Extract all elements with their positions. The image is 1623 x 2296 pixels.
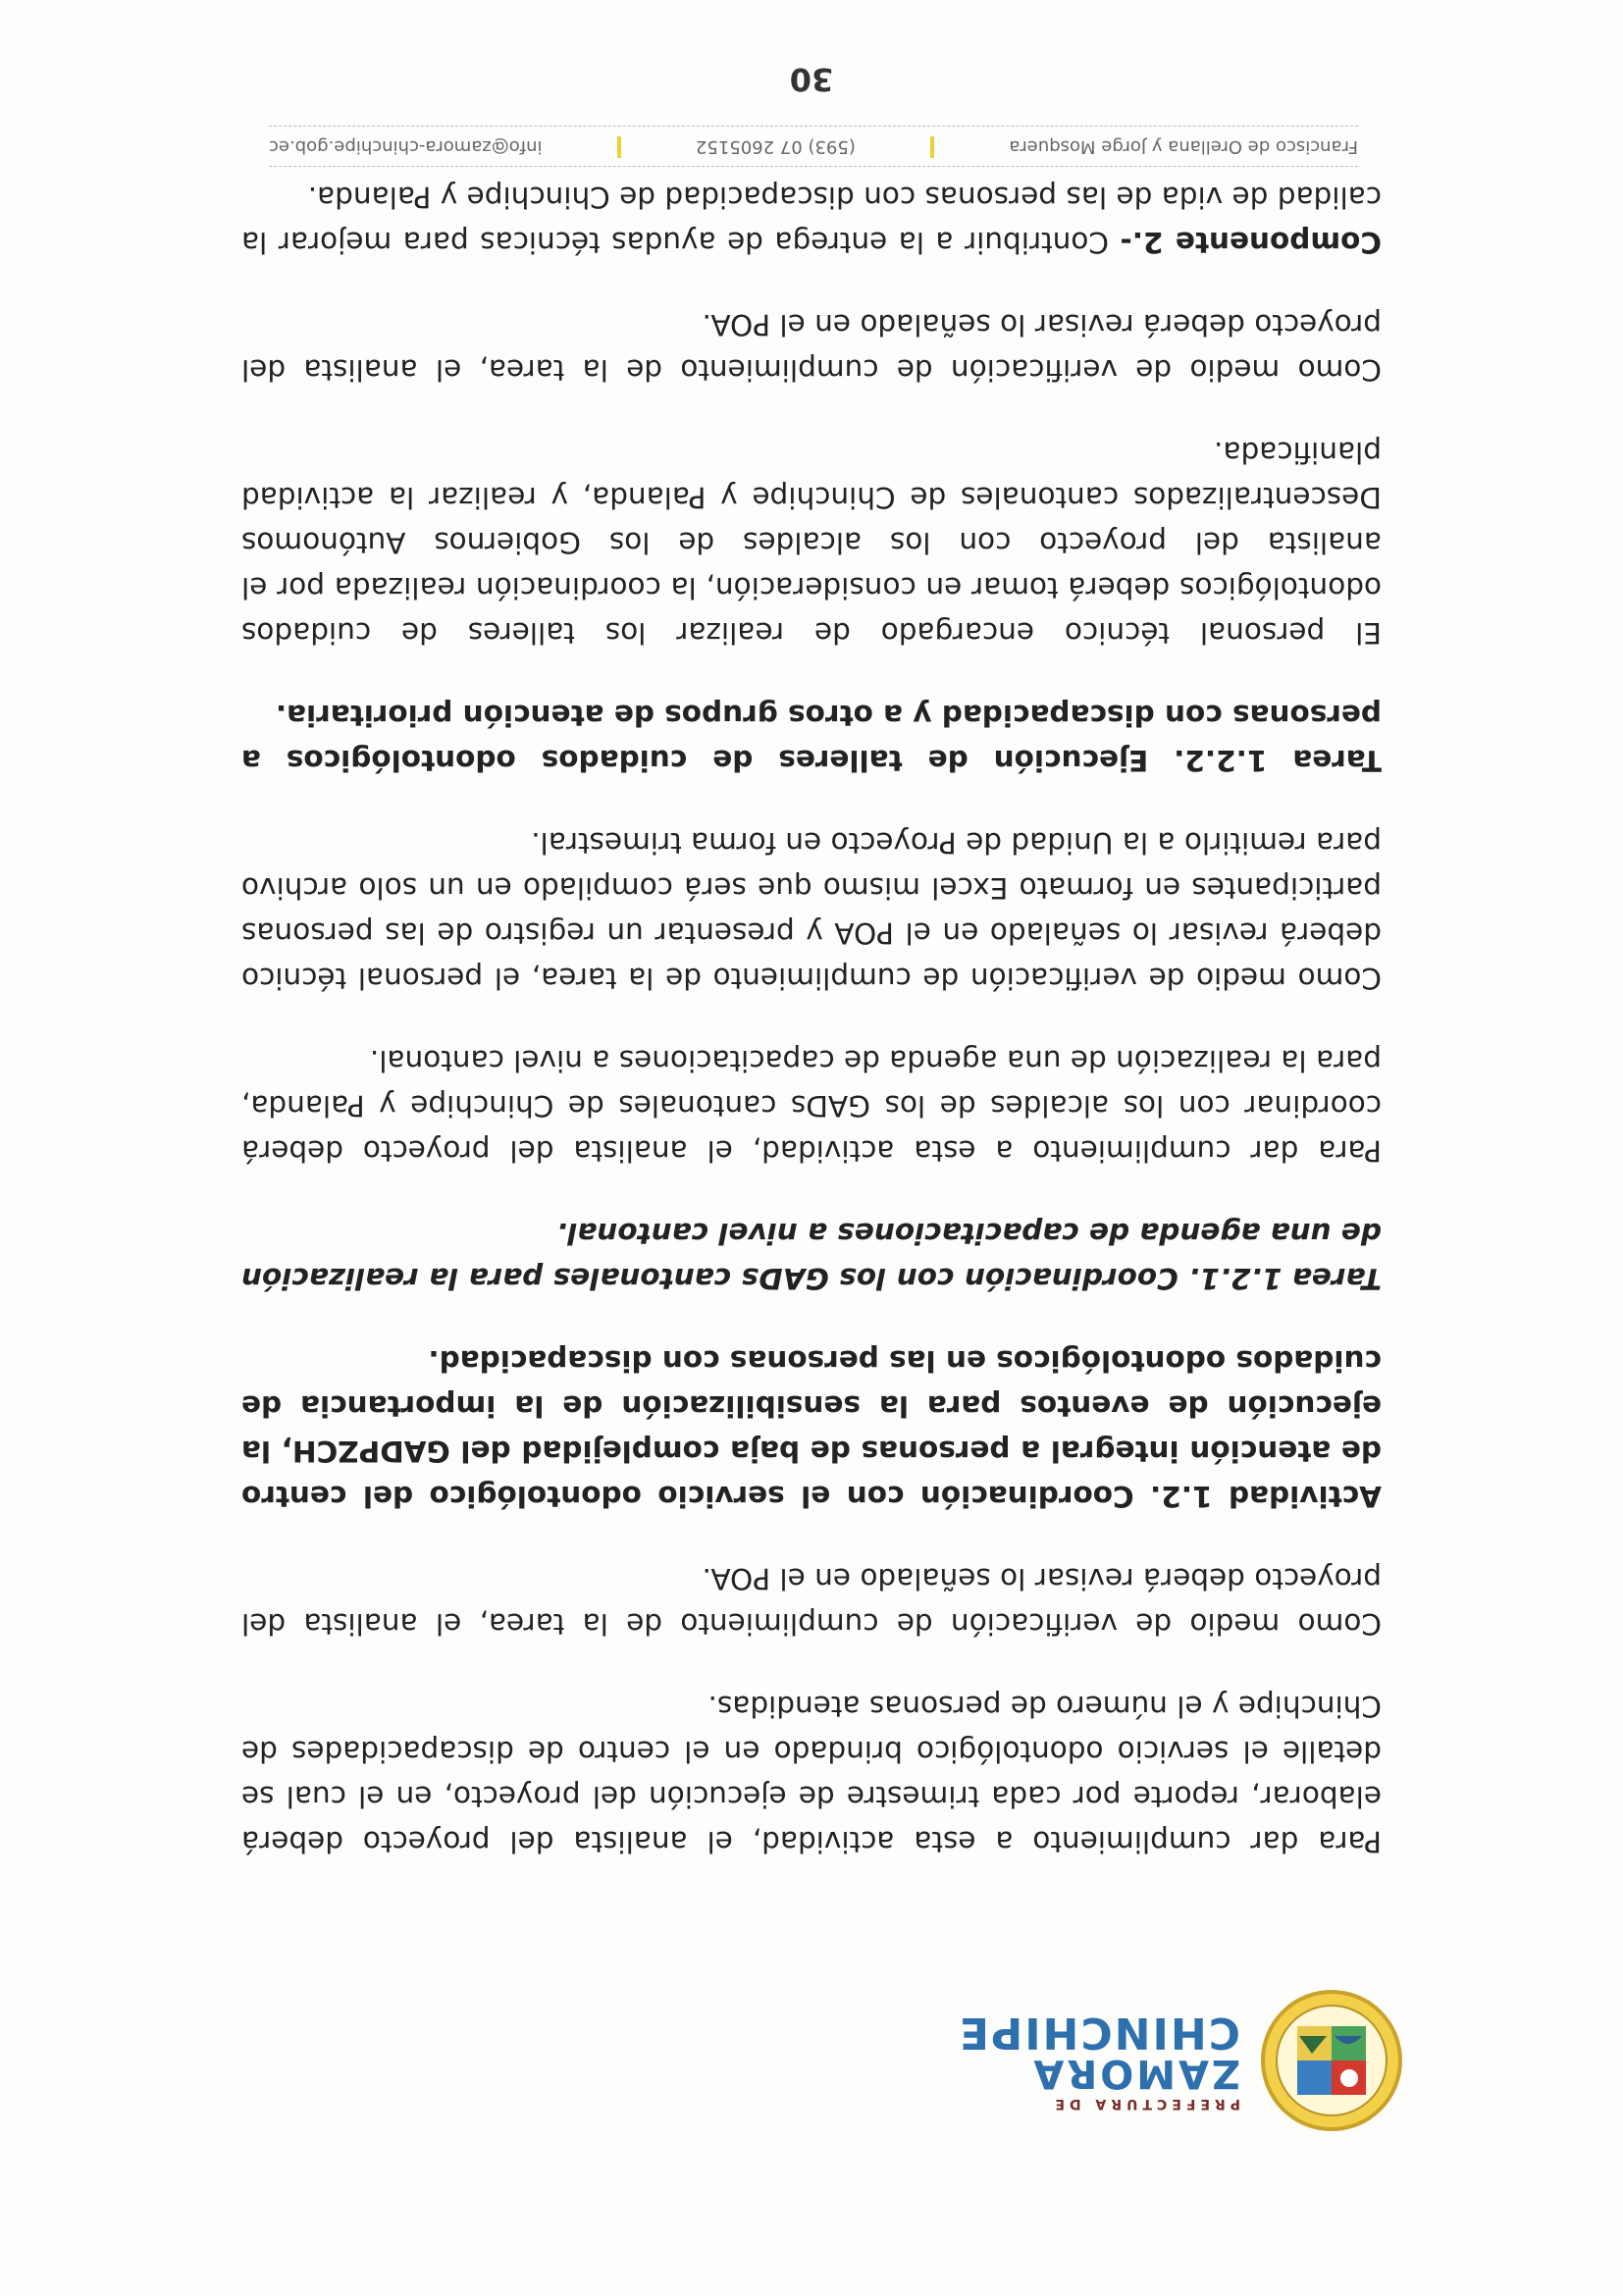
- brand-zamora: ZAMORA: [1030, 2051, 1240, 2096]
- paragraph: Como medio de verificación de cumplimiento de la tarea, el personal técnico deberá revisar lo señalado en el POA y presentar un registro de las personas participantes en formato Excel mismo que será compilado en un solo archivo para remitirlo a la Unidad de Proyecto en forma trimestral.: [241, 826, 1382, 995]
- brand-chinchipe: CHINCHIPE: [957, 2008, 1240, 2058]
- footer-email: info@zamora-chinchipe.gob.ec: [269, 136, 543, 158]
- footer-divider: [269, 126, 1358, 127]
- page-footer: [269, 126, 1358, 167]
- paragraph: Para dar cumplimiento a esta actividad, el analista del proyecto deberá elaborar, reporte por cada trimestre de ejecución del proyecto, en el cual se detalle el servicio odontológico brindado en el centro de discapacidades de Chinchipe y el número de personas atendidas.: [241, 1690, 1382, 1858]
- paragraph: El personal técnico encargado de realizar los talleres de cuidados odontológicos deberá tomar en consideración, la coordinación realizada por el analista del proyecto con los alcaldes de los Gobiernos Autónomos Descentralizados cantonales de Chinchipe y Palanda, y realizar la actividad planificada.: [241, 436, 1382, 650]
- component-paragraph: [241, 175, 1382, 265]
- prefecture-logo: [958, 1987, 1405, 2134]
- paragraph: Como medio de verificación de cumplimiento de la tarea, el analista del proyecto deberá revisar lo señalado en el POA.: [241, 1562, 1382, 1641]
- task-heading: Tarea 1.2.2. Ejecución de talleres de cuidados odontológicos a personas con discapacidad y a otros grupos de atención prioritaria.: [241, 699, 1382, 777]
- activity-heading: Actividad 1.2. Coordinación con el servicio odontológico del centro de atención integral a personas de baja complejidad del GADPZCH, la ejecución de eventos para la sensibilización de la importancia de cuidados odontológicos en las personas con discapacidad.: [241, 1344, 1382, 1513]
- page-number: 30: [789, 61, 834, 98]
- paragraph: Como medio de verificación de cumplimiento de la tarea, el analista del proyecto deberá revisar lo señalado en el POA.: [241, 308, 1382, 387]
- footer-address: Francisco de Orellana y Jorge Mosquera: [1009, 136, 1358, 158]
- page-header: [218, 1967, 1405, 2134]
- document-body: [241, 137, 1382, 1864]
- footer-separator: [930, 136, 934, 158]
- coat-of-arms-icon: [1258, 1987, 1405, 2134]
- component-text: Contribuir a la entrega de ayudas técnicas para mejorar la calidad de vida de las personas con discapacidad de Chinchipe y Palanda.: [241, 181, 1382, 259]
- footer-separator: [617, 136, 621, 158]
- task-heading: Tarea 1.2.1. Coordinación con los GADs cantonales para la realización de una agenda de capacitaciones a nivel cantonal.: [241, 1217, 1382, 1295]
- footer-divider: [269, 166, 1358, 167]
- brand-prefix: PREFECTURA DE: [1050, 2096, 1240, 2112]
- footer-phone: (593) 07 2605152: [695, 136, 856, 158]
- component-label: Componente 2.-: [1120, 226, 1382, 259]
- paragraph: Para dar cumplimiento a esta actividad, el analista del proyecto deberá coordinar con los alcaldes de los GADs cantonales de Chinchipe y Palanda, para la realización de una agenda de capacitaciones a nivel cantonal.: [241, 1044, 1382, 1168]
